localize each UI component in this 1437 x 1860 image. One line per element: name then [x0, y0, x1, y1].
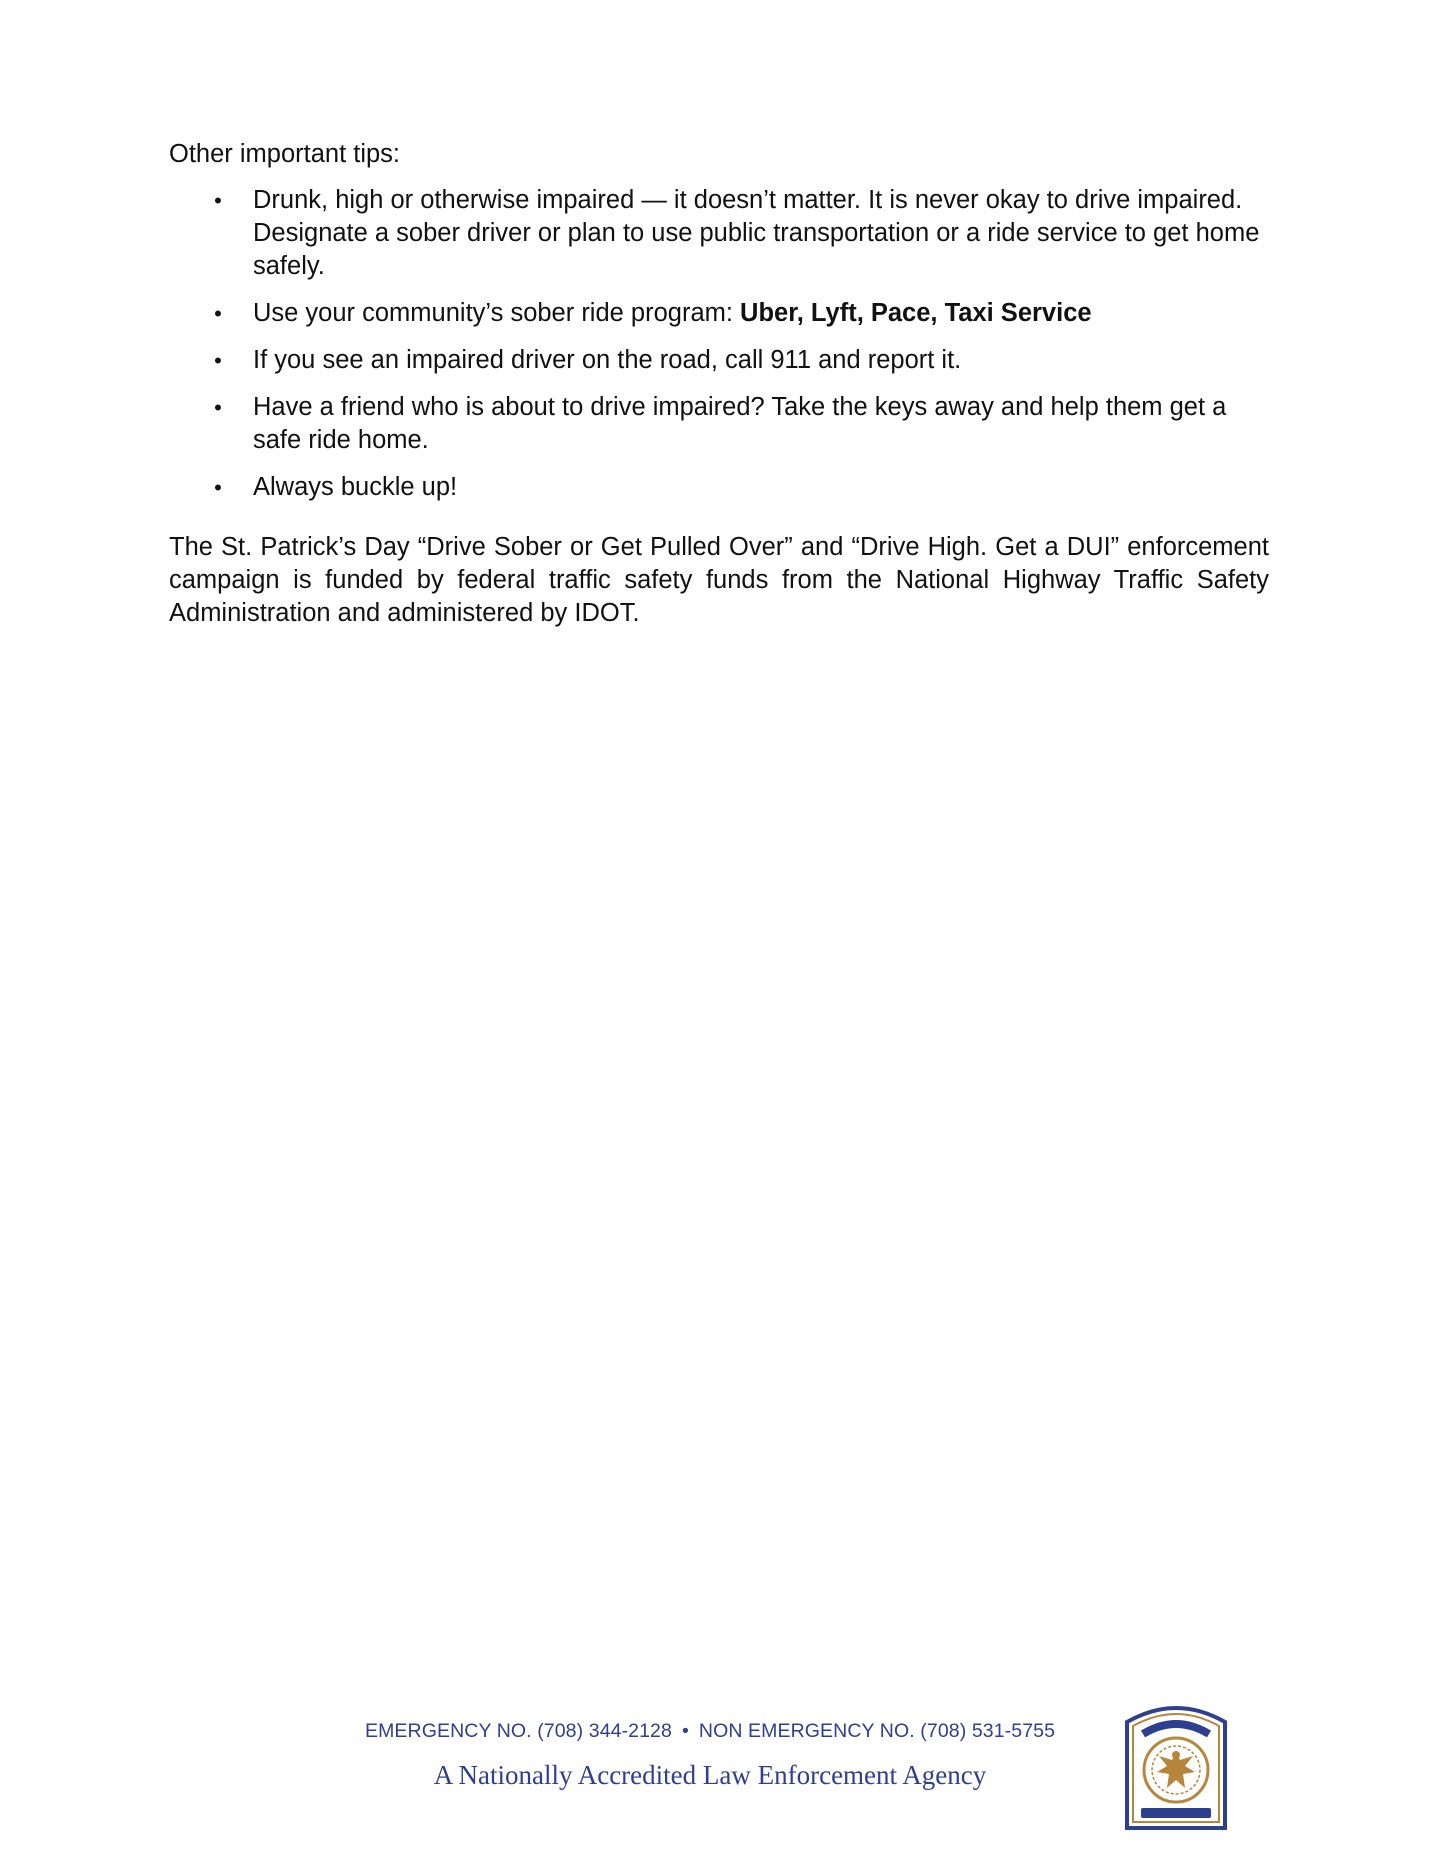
campaign-paragraph: The St. Patrick’s Day “Drive Sober or Get Pulled Over” and “Drive High. Get a DUI” enforcement campaign is funded by federal traffic safety funds from the National Highway Traffic Safety Administration and administered by IDOT.	[169, 533, 1269, 627]
tip-text	[253, 297, 1269, 330]
eagle-seal-icon	[1123, 1700, 1229, 1832]
emergency-number: EMERGENCY NO. (708) 344-2128	[364, 1720, 672, 1742]
tip-text: Have a friend who is about to drive impaired? Take the keys away and help them get a safe ride home.	[253, 393, 1227, 454]
separator-dot: •	[681, 1720, 689, 1742]
non-emergency-number: NON EMERGENCY NO. (708) 531-5755	[698, 1720, 1056, 1742]
tips-intro: Other important tips:	[169, 140, 401, 168]
list-item	[169, 344, 1269, 377]
sober-ride-options: Uber, Lyft, Pace, Taxi Service	[740, 299, 1092, 327]
tip-text: Always buckle up!	[253, 473, 458, 501]
list-item	[169, 297, 1269, 330]
tip-text: If you see an impaired driver on the road, call 911 and report it.	[253, 346, 962, 374]
tips-list	[169, 184, 1269, 504]
tip-text-regular: Use your community’s sober ride program:	[253, 299, 741, 327]
tip-text: Drunk, high or otherwise impaired — it doesn’t matter. It is never okay to drive impaired. Designate a sober driver or plan to use public transportation or a ride service to get home safely.	[253, 186, 1260, 280]
bullet-icon: •	[214, 475, 222, 500]
bullet-icon: •	[214, 301, 222, 326]
list-item	[169, 391, 1269, 457]
list-item	[169, 471, 1269, 504]
bullet-icon: •	[214, 348, 222, 373]
bullet-icon: •	[214, 395, 222, 420]
bullet-icon: •	[214, 188, 222, 213]
footer-contacts	[330, 1720, 1090, 1743]
footer-tagline: A Nationally Accredited Law Enforcement Agency	[433, 1760, 987, 1790]
document-body	[169, 138, 1269, 656]
list-item	[169, 184, 1269, 283]
